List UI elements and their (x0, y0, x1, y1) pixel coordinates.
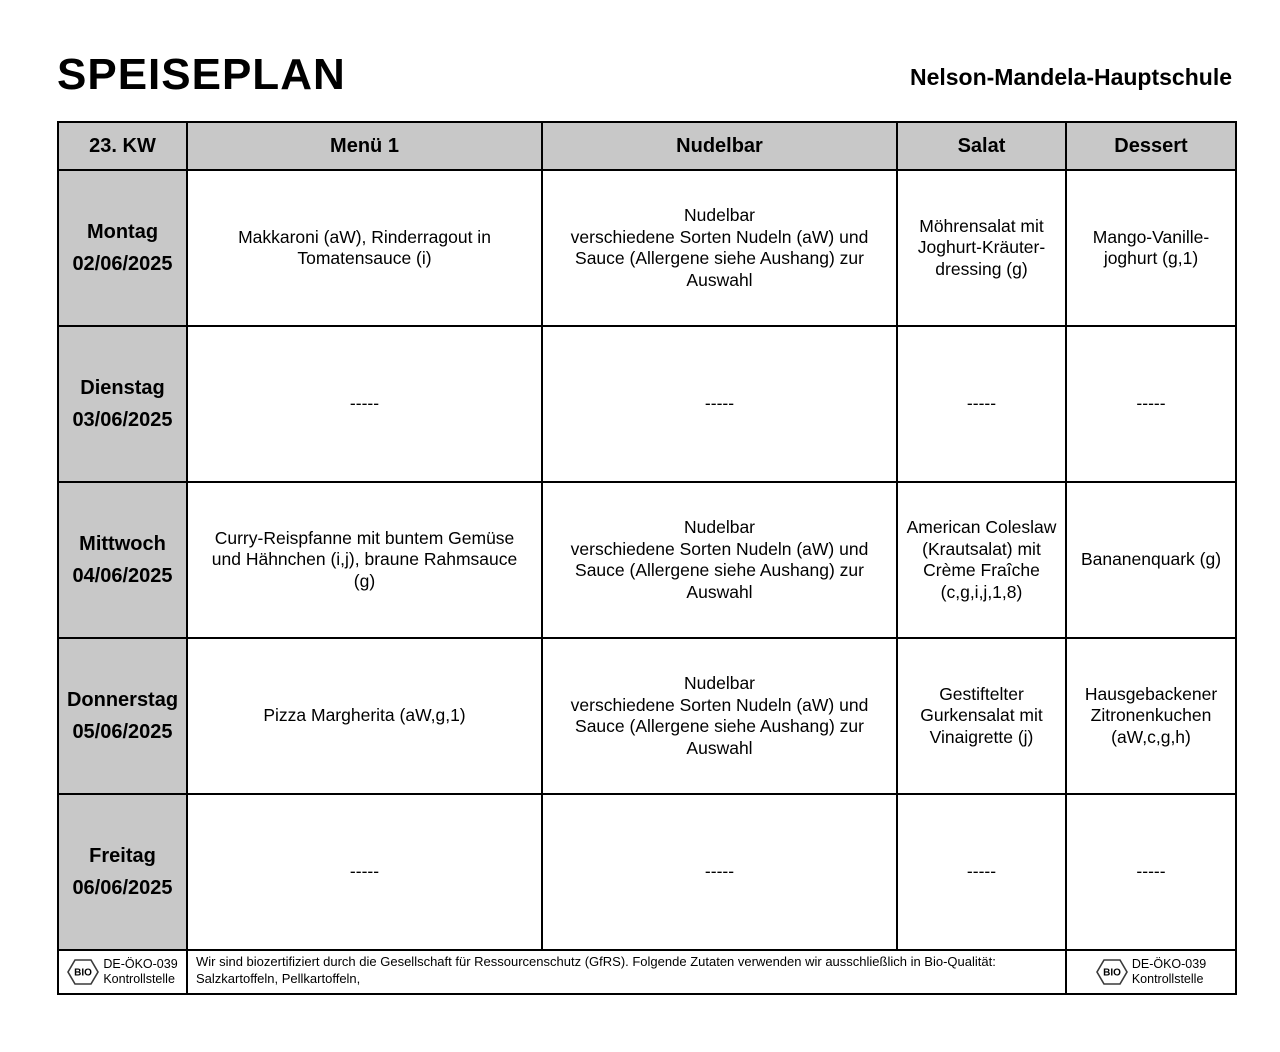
nudelbar-cell: Nudelbar verschiedene Sorten Nudeln (aW) und Sauce (Allergene siehe Aushang) zur Auswahl (542, 482, 897, 638)
school-name: Nelson-Mandela-Hauptschule (909, 64, 1232, 90)
day-date: 05/06/2025 (72, 721, 173, 743)
salat-cell: Möhrensalat mit Joghurt-Kräuter- dressing (g) (897, 170, 1066, 326)
day-cell (58, 170, 187, 326)
dessert-cell: ----- (1066, 326, 1236, 482)
menu1-cell: ----- (187, 794, 542, 950)
bio-label: Kontrollstelle (1131, 972, 1204, 986)
column-header-salat: Salat (897, 122, 1066, 170)
menu1-cell: Makkaroni (aW), Rinderragout in Tomatensauce (i) (187, 170, 542, 326)
dessert-cell: Mango-Vanille- joghurt (g,1) (1066, 170, 1236, 326)
page-title: SPEISEPLAN (57, 50, 346, 99)
day-name: Montag (86, 221, 159, 243)
table-row (58, 326, 1236, 482)
bio-badge-right (1066, 950, 1236, 994)
dessert-cell: ----- (1066, 794, 1236, 950)
day-cell (58, 326, 187, 482)
day-cell (58, 482, 187, 638)
column-header-menu1: Menü 1 (187, 122, 542, 170)
dessert-cell: Hausgebackener Zitronenkuchen (aW,c,g,h) (1066, 638, 1236, 794)
day-name: Dienstag (80, 377, 165, 399)
menu1-cell: Pizza Margherita (aW,g,1) (187, 638, 542, 794)
day-date: 02/06/2025 (72, 253, 173, 275)
menu1-cell: ----- (187, 326, 542, 482)
footer-row (58, 950, 1236, 994)
column-header-dessert: Dessert (1066, 122, 1236, 170)
nudelbar-cell: Nudelbar verschiedene Sorten Nudeln (aW) und Sauce (Allergene siehe Aushang) zur Auswahl (542, 638, 897, 794)
table-row (58, 794, 1236, 950)
bio-logo-text: BIO (1102, 967, 1121, 979)
menu-table (57, 121, 1237, 995)
bio-code: DE-ÖKO-039 (103, 957, 178, 971)
bio-label: Kontrollstelle (103, 972, 175, 986)
nudelbar-cell: Nudelbar verschiedene Sorten Nudeln (aW) und Sauce (Allergene siehe Aushang) zur Auswahl (542, 170, 897, 326)
day-cell (58, 638, 187, 794)
day-date: 04/06/2025 (72, 565, 173, 587)
salat-cell: Gestiftelter Gurkensalat mit Vinaigrette (j) (897, 638, 1066, 794)
column-header-week: 23. KW (58, 122, 187, 170)
day-name: Donnerstag (66, 689, 179, 711)
salat-cell: ----- (897, 794, 1066, 950)
salat-cell: ----- (897, 326, 1066, 482)
bio-seal-icon (1096, 959, 1128, 985)
day-name: Freitag (89, 845, 156, 867)
nudelbar-cell: ----- (542, 326, 897, 482)
bio-code: DE-ÖKO-039 (1131, 957, 1207, 971)
table-row (58, 638, 1236, 794)
bio-badge-left (58, 950, 187, 994)
table-row (58, 482, 1236, 638)
day-date: 03/06/2025 (72, 409, 173, 431)
day-name: Mittwoch (79, 533, 166, 555)
bio-logo-text: BIO (74, 967, 93, 979)
bio-certification-note: Wir sind biozertifiziert durch die Gesellschaft für Ressourcenschutz (GfRS). Folgende Zutaten verwenden wir ausschließlich in Bio-Qualität: Salzkartoffeln, Pellkartoffeln, (187, 950, 1066, 994)
nudelbar-cell: ----- (542, 794, 897, 950)
table-row (58, 170, 1236, 326)
column-header-nudelbar: Nudelbar (542, 122, 897, 170)
dessert-cell: Bananenquark (g) (1066, 482, 1236, 638)
day-date: 06/06/2025 (72, 877, 173, 899)
day-cell (58, 794, 187, 950)
bio-seal-icon (67, 959, 99, 985)
menu1-cell: Curry-Reispfanne mit buntem Gemüse und Hähnchen (i,j), braune Rahmsauce (g) (187, 482, 542, 638)
salat-cell: American Coleslaw (Krautsalat) mit Crème Fraîche (c,g,i,j,1,8) (897, 482, 1066, 638)
